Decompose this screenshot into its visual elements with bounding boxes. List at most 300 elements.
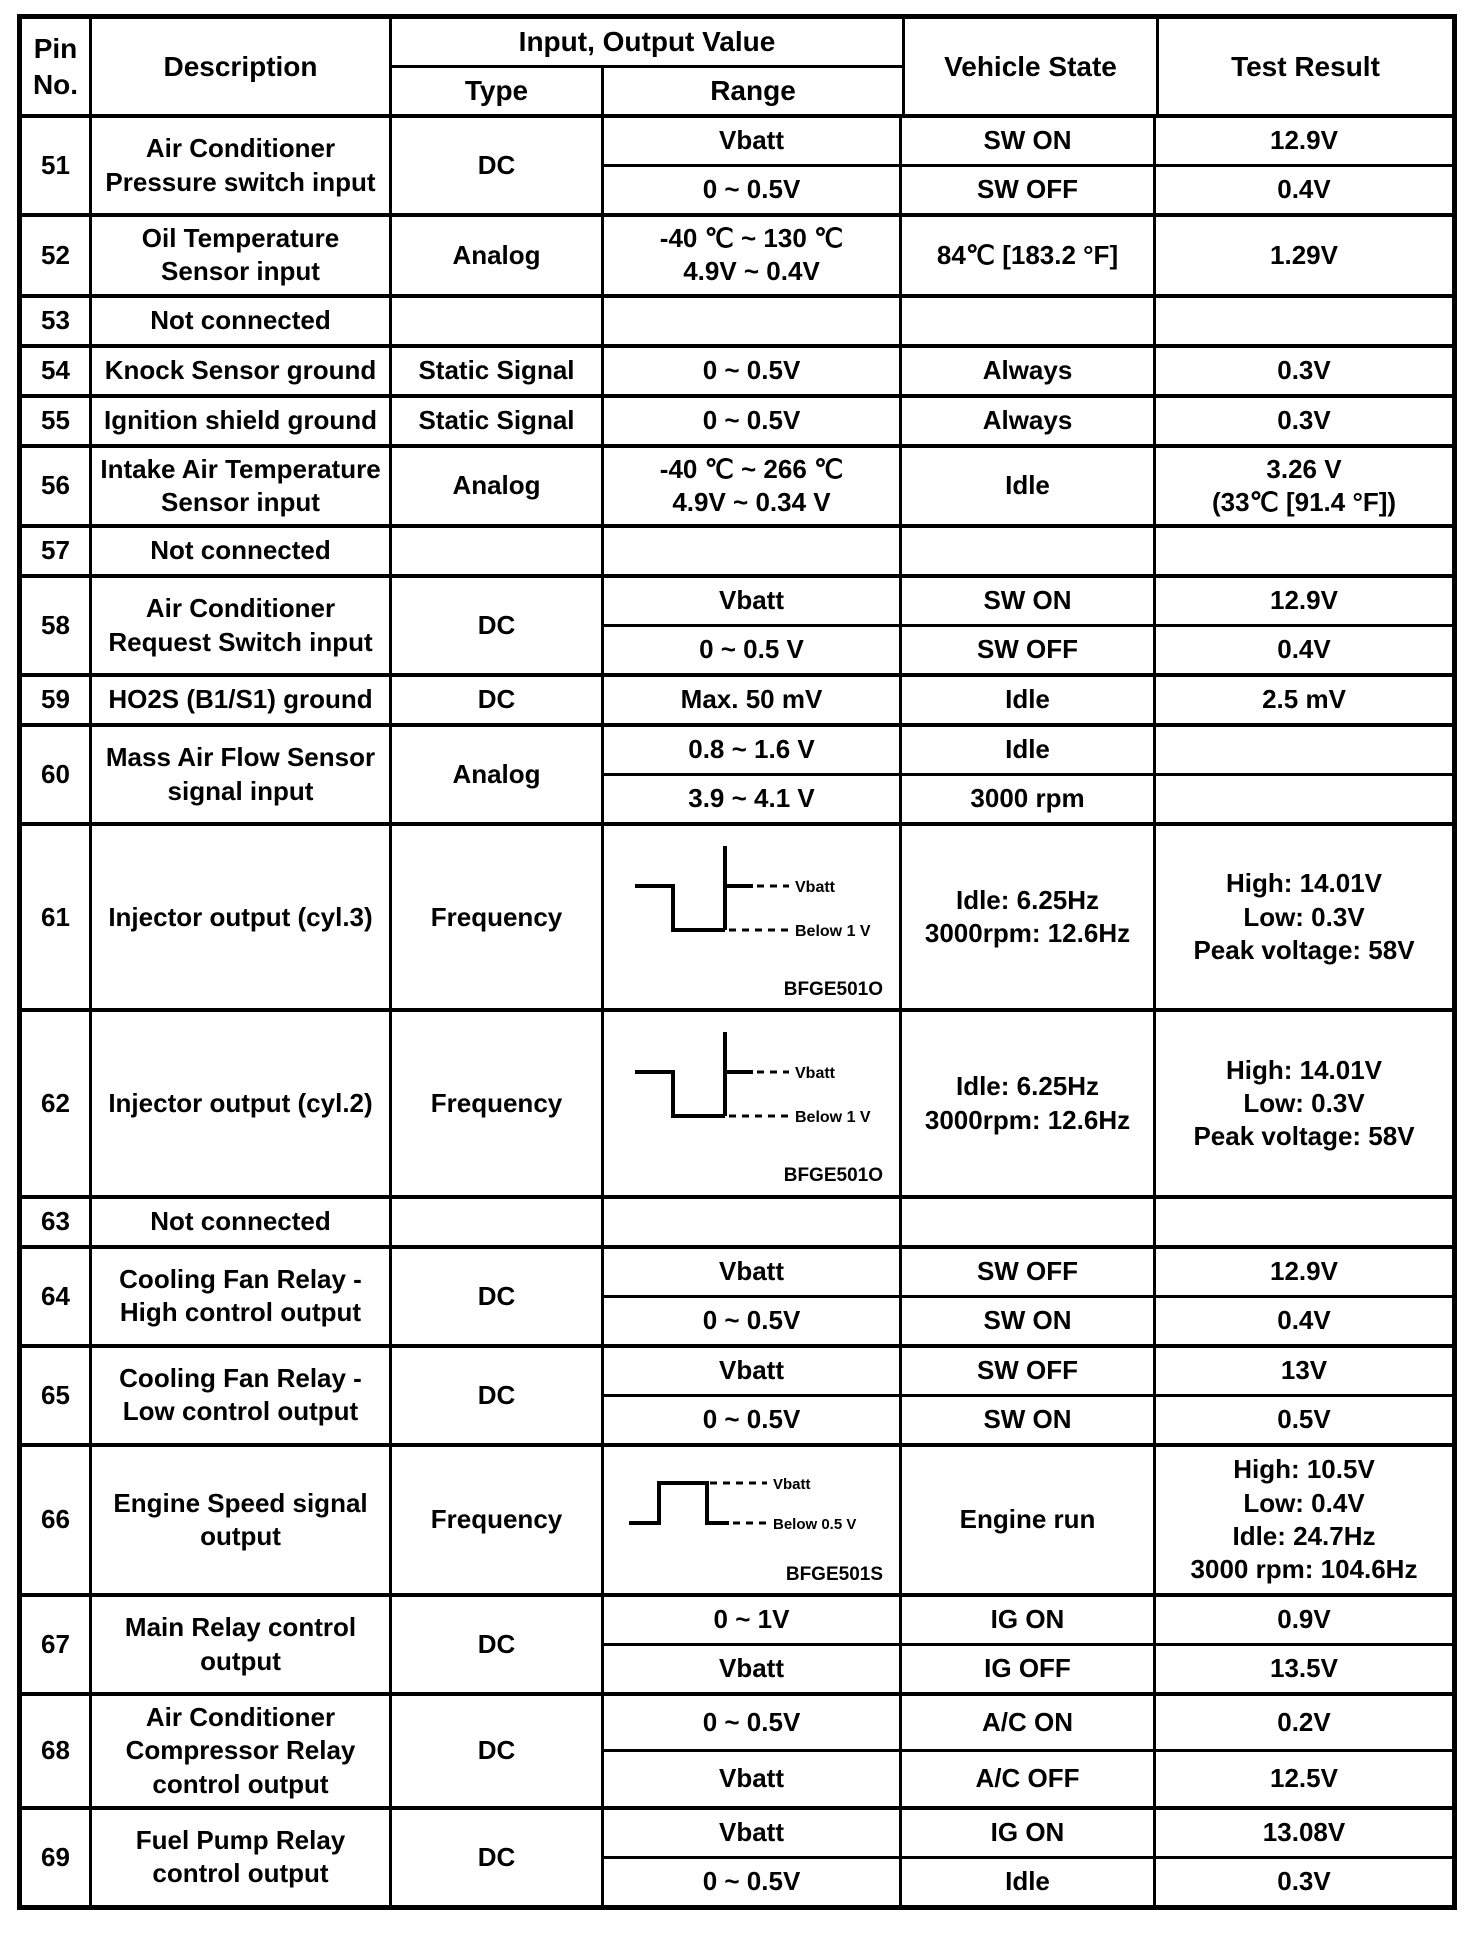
pin-cell <box>22 398 92 444</box>
text-line: 1.29V <box>1270 239 1338 270</box>
text-line: 0 ~ 0.5V <box>702 174 801 205</box>
range-cell <box>604 776 902 822</box>
vehicle-state-cell <box>902 826 1156 1008</box>
table-row <box>22 294 1452 344</box>
row-subrows <box>604 398 1452 444</box>
range-cell <box>604 1752 902 1805</box>
text-line: Frequency <box>430 901 563 932</box>
text-line: 3000rpm: 12.6Hz <box>924 918 1131 949</box>
sub-row <box>604 348 1452 394</box>
text-line: High control output <box>119 1297 362 1328</box>
type-cell <box>392 528 604 574</box>
vehicle-state-cell <box>902 398 1156 444</box>
row-subrows <box>604 578 1452 673</box>
pin-number: 62 <box>41 1087 70 1118</box>
test-result-cell <box>1156 348 1452 394</box>
description-cell <box>92 1199 392 1245</box>
waveform-caption: BFGE501O <box>783 979 883 1001</box>
description-cell <box>92 298 392 344</box>
text-line: Analog <box>452 470 541 501</box>
text-line: 13.5V <box>1270 1653 1338 1684</box>
test-result-cell <box>1156 1249 1452 1295</box>
text-line: 0.4V <box>1277 1305 1331 1336</box>
text-line: DC <box>477 149 516 180</box>
pin-number: 53 <box>41 304 70 335</box>
text-line: Main Relay control <box>124 1612 357 1643</box>
vbatt-level-label: Vbatt <box>794 1065 835 1083</box>
text-line: 0.3V <box>1277 1866 1331 1897</box>
description-cell <box>92 348 392 394</box>
header-range <box>604 68 902 114</box>
vehicle-state-cell <box>902 348 1156 394</box>
pin-cell <box>22 1597 92 1692</box>
text-line: Static Signal <box>418 354 575 385</box>
text-line: 0.8 ~ 1.6 V <box>688 734 815 765</box>
low-level-label: Below 1 V <box>794 923 871 941</box>
range-cell <box>604 298 902 344</box>
pin-number: 65 <box>41 1379 70 1410</box>
text-line: Air Conditioner <box>145 133 336 164</box>
text-line: Compressor Relay <box>125 1735 356 1766</box>
text-line: 0.2V <box>1277 1707 1331 1738</box>
type-cell <box>392 118 604 213</box>
type-cell <box>392 398 604 444</box>
test-result-cell <box>1156 1012 1452 1194</box>
pin-number: 56 <box>41 470 70 501</box>
text-line: High: 10.5V <box>1233 1454 1375 1485</box>
text-line: 0.5V <box>1277 1404 1331 1435</box>
test-result-cell <box>1156 448 1452 525</box>
description-cell <box>92 1696 392 1806</box>
row-subrows <box>604 1348 1452 1443</box>
text-line: Vbatt <box>719 1653 784 1684</box>
sub-row <box>604 624 1452 673</box>
text-line: SW OFF <box>976 174 1079 205</box>
text-line: DC <box>477 609 516 640</box>
type-cell <box>392 1447 604 1593</box>
type-cell <box>392 677 604 723</box>
square-pulse-waveform-icon <box>607 1459 897 1551</box>
pin-cell <box>22 217 92 294</box>
test-result-cell <box>1156 1597 1452 1643</box>
sub-row <box>604 677 1452 723</box>
sub-row <box>604 298 1452 344</box>
text-line: 3.26 V <box>1266 453 1342 484</box>
sub-row <box>604 1749 1452 1805</box>
description-cell <box>92 578 392 673</box>
range-cell <box>604 727 902 773</box>
vehicle-state-cell <box>902 627 1156 673</box>
text-line: 12.9V <box>1270 1256 1338 1287</box>
test-result-cell <box>1156 398 1452 444</box>
text-line: 84℃ [183.2 °F] <box>936 239 1119 270</box>
range-cell <box>604 167 902 213</box>
text-line: (33℃ [91.4 °F]) <box>1211 486 1397 517</box>
text-line: Description <box>163 50 318 82</box>
table-row <box>22 344 1452 394</box>
text-line: signal input <box>167 775 314 806</box>
description-cell <box>92 528 392 574</box>
text-line: 0 ~ 0.5V <box>702 1707 801 1738</box>
text-line: Vbatt <box>719 585 784 616</box>
range-cell <box>604 1447 902 1593</box>
row-subrows <box>604 528 1452 574</box>
text-line: 0.4V <box>1277 174 1331 205</box>
text-line: 0 ~ 0.5V <box>702 1305 801 1336</box>
text-line: IG ON <box>990 1604 1065 1635</box>
sub-row <box>604 578 1452 624</box>
text-line: 12.9V <box>1270 125 1338 156</box>
text-line: SW ON <box>983 1404 1072 1435</box>
pin-number: 59 <box>41 684 70 715</box>
type-cell <box>392 348 604 394</box>
text-line: Static Signal <box>418 404 575 435</box>
test-result-cell <box>1156 826 1452 1008</box>
description-cell <box>92 1249 392 1344</box>
table-row <box>22 1344 1452 1443</box>
text-line: Cooling Fan Relay - <box>119 1263 362 1294</box>
pin-number: 57 <box>41 535 70 566</box>
text-line: Cooling Fan Relay - <box>119 1362 362 1393</box>
pin-number: 61 <box>41 901 70 932</box>
range-cell <box>604 217 902 294</box>
test-result-cell <box>1156 1646 1452 1692</box>
text-line: Ignition shield ground <box>104 404 377 435</box>
text-line: 4.9V ~ 0.4V <box>683 256 820 287</box>
pin-number: 51 <box>41 149 70 180</box>
text-line: -40 ℃ ~ 130 ℃ <box>659 223 844 253</box>
text-line: Vbatt <box>719 1763 784 1794</box>
table-row <box>22 524 1452 574</box>
sub-row <box>604 1696 1452 1749</box>
range-cell <box>604 448 902 525</box>
sub-row <box>604 1012 1452 1194</box>
test-result-cell <box>1156 167 1452 213</box>
row-subrows <box>604 1447 1452 1593</box>
type-cell <box>392 217 604 294</box>
text-line: Air Conditioner <box>145 1702 336 1732</box>
test-result-cell <box>1156 1752 1452 1805</box>
pin-cell <box>22 1348 92 1443</box>
text-line: Engine run <box>959 1504 1096 1535</box>
header-io-value <box>392 19 902 68</box>
type-cell <box>392 1810 604 1905</box>
row-subrows <box>604 448 1452 525</box>
text-line: Frequency <box>430 1087 563 1118</box>
type-cell <box>392 298 604 344</box>
table-row <box>22 213 1452 294</box>
text-line: DC <box>477 684 516 715</box>
sub-row <box>604 164 1452 213</box>
text-line: Pressure switch input <box>105 166 376 197</box>
description-cell <box>92 677 392 723</box>
text-line: 0 ~ 1V <box>713 1604 790 1635</box>
pin-cell <box>22 727 92 822</box>
text-line: DC <box>477 1735 516 1766</box>
text-line: Mass Air Flow Sensor <box>105 742 376 773</box>
text-line: DC <box>477 1280 516 1311</box>
sub-row <box>604 1199 1452 1245</box>
text-line: No. <box>32 68 79 100</box>
low-level-label: Below 1 V <box>794 1109 871 1127</box>
text-line: Always <box>982 404 1073 435</box>
range-cell <box>604 1249 902 1295</box>
type-cell <box>392 448 604 525</box>
pin-number: 68 <box>41 1735 70 1766</box>
text-line: Vbatt <box>719 125 784 156</box>
pin-cell <box>22 118 92 213</box>
text-line: Engine Speed signal <box>113 1487 368 1518</box>
text-line: Vbatt <box>719 1256 784 1287</box>
injector-waveform-icon <box>607 838 897 966</box>
text-line: Air Conditioner <box>145 593 336 624</box>
text-line: Sensor input <box>161 256 320 287</box>
pin-cell <box>22 1199 92 1245</box>
text-line: Frequency <box>430 1504 563 1535</box>
vehicle-state-cell <box>902 1597 1156 1643</box>
test-result-cell <box>1156 578 1452 624</box>
text-line: 0.3V <box>1277 404 1331 435</box>
sub-row <box>604 727 1452 773</box>
text-line: Peak voltage: 58V <box>1193 1121 1415 1152</box>
text-line: High: 14.01V <box>1225 1054 1383 1085</box>
test-result-cell <box>1156 677 1452 723</box>
vehicle-state-cell <box>902 1752 1156 1805</box>
header-pin-no <box>22 19 92 114</box>
pin-number: 54 <box>41 354 70 385</box>
text-line: 0.3V <box>1277 354 1331 385</box>
pin-cell <box>22 1810 92 1905</box>
text-line: Injector output (cyl.2) <box>108 1087 373 1118</box>
text-line: Input, Output Value <box>518 26 776 57</box>
range-cell <box>604 1810 902 1856</box>
text-line: Sensor input <box>161 486 320 517</box>
text-line: Low: 0.3V <box>1243 901 1365 932</box>
vehicle-state-cell <box>902 448 1156 525</box>
description-cell <box>92 118 392 213</box>
header-type <box>392 68 604 114</box>
vbatt-level-label: Vbatt <box>772 1475 810 1493</box>
row-subrows <box>604 1597 1452 1692</box>
description-cell <box>92 1810 392 1905</box>
row-subrows <box>604 677 1452 723</box>
text-line: Request Switch input <box>108 626 373 657</box>
text-line: Not connected <box>150 304 331 335</box>
text-line: Range <box>710 75 796 107</box>
range-cell <box>604 1199 902 1245</box>
pin-cell <box>22 578 92 673</box>
text-line: Vbatt <box>719 1355 784 1386</box>
table-row <box>22 444 1452 525</box>
row-subrows <box>604 1696 1452 1806</box>
vehicle-state-cell <box>902 1696 1156 1749</box>
table-row <box>22 1195 1452 1245</box>
type-cell <box>392 1696 604 1806</box>
vehicle-state-cell <box>902 1859 1156 1905</box>
low-level-label: Below 0.5 V <box>772 1515 856 1533</box>
text-line: Injector output (cyl.3) <box>108 901 373 932</box>
text-line: 13.08V <box>1262 1817 1346 1848</box>
text-line: Knock Sensor ground <box>104 354 377 385</box>
text-line: 4.9V ~ 0.34 V <box>672 486 831 517</box>
description-cell <box>92 1597 392 1692</box>
test-result-cell <box>1156 528 1452 574</box>
range-cell <box>604 1859 902 1905</box>
vehicle-state-cell <box>902 217 1156 294</box>
sub-row <box>604 118 1452 164</box>
sub-row <box>604 1856 1452 1905</box>
range-cell <box>604 677 902 723</box>
text-line: 3000 rpm: 104.6Hz <box>1190 1554 1418 1585</box>
sub-row <box>604 448 1452 525</box>
range-cell <box>604 1646 902 1692</box>
pin-number: 58 <box>41 609 70 640</box>
pin-cell <box>22 1447 92 1593</box>
test-result-cell <box>1156 727 1452 773</box>
vehicle-state-cell <box>902 118 1156 164</box>
vbatt-level-label: Vbatt <box>794 879 835 897</box>
row-subrows <box>604 118 1452 213</box>
text-line: Peak voltage: 58V <box>1193 934 1415 965</box>
text-line: 0 ~ 0.5V <box>702 1404 801 1435</box>
pin-cell <box>22 677 92 723</box>
text-line: output <box>200 1520 281 1551</box>
text-line: control output <box>152 1768 329 1799</box>
sub-row <box>604 1249 1452 1295</box>
table-header-row <box>22 19 1452 114</box>
text-line: Idle <box>1005 734 1050 765</box>
text-line: 0 ~ 0.5V <box>702 354 801 385</box>
vehicle-state-cell <box>902 1012 1156 1194</box>
text-line: Oil Temperature <box>141 223 340 253</box>
sub-row <box>604 528 1452 574</box>
header-io-value-group <box>392 19 905 114</box>
text-line: 12.5V <box>1270 1763 1338 1794</box>
test-result-cell <box>1156 1696 1452 1749</box>
text-line: SW ON <box>983 125 1072 156</box>
text-line: 12.9V <box>1270 585 1338 616</box>
text-line: Analog <box>452 239 541 270</box>
text-line: 0 ~ 0.5V <box>702 1866 801 1897</box>
test-result-cell <box>1156 298 1452 344</box>
text-line: SW ON <box>983 585 1072 616</box>
sub-row <box>604 1447 1452 1593</box>
text-line: Not connected <box>150 535 331 566</box>
sub-row <box>604 826 1452 1008</box>
pin-cell <box>22 1012 92 1194</box>
pin-cell <box>22 826 92 1008</box>
vehicle-state-cell <box>902 1810 1156 1856</box>
header-test-result <box>1159 19 1452 114</box>
vehicle-state-cell <box>902 1447 1156 1593</box>
text-line: Idle: 24.7Hz <box>1232 1520 1376 1551</box>
row-subrows <box>604 727 1452 822</box>
text-line: 0.4V <box>1277 634 1331 665</box>
test-result-cell <box>1156 1447 1452 1593</box>
sub-row <box>604 1394 1452 1443</box>
waveform-caption: BFGE501O <box>783 1165 883 1187</box>
pin-number: 63 <box>41 1206 70 1237</box>
text-line: SW ON <box>983 1305 1072 1336</box>
description-cell <box>92 826 392 1008</box>
text-line: 0.9V <box>1277 1604 1331 1635</box>
pin-number: 67 <box>41 1628 70 1659</box>
range-cell <box>604 1298 902 1344</box>
header-io-subrow <box>392 68 902 114</box>
range-cell <box>604 578 902 624</box>
range-cell <box>604 398 902 444</box>
text-line: Low: 0.3V <box>1243 1087 1365 1118</box>
text-line: Not connected <box>150 1206 331 1237</box>
table-row <box>22 114 1452 213</box>
description-cell <box>92 1012 392 1194</box>
text-line: Low: 0.4V <box>1243 1487 1365 1518</box>
text-line: Max. 50 mV <box>680 684 823 715</box>
range-cell <box>604 118 902 164</box>
sub-row <box>604 1810 1452 1856</box>
text-line: Type <box>464 75 529 107</box>
text-line: Fuel Pump Relay <box>135 1825 346 1856</box>
sub-row <box>604 398 1452 444</box>
description-cell <box>92 1348 392 1443</box>
pin-cell <box>22 448 92 525</box>
type-cell <box>392 1348 604 1443</box>
row-subrows <box>604 1012 1452 1194</box>
text-line: 3.9 ~ 4.1 V <box>688 783 815 814</box>
range-cell <box>604 1348 902 1394</box>
sub-row <box>604 1643 1452 1692</box>
text-line: SW OFF <box>976 634 1079 665</box>
vehicle-state-cell <box>902 1298 1156 1344</box>
text-line: SW OFF <box>976 1256 1079 1287</box>
text-line: Idle <box>1005 684 1050 715</box>
row-subrows <box>604 1810 1452 1905</box>
type-cell <box>392 1012 604 1194</box>
table-row <box>22 723 1452 822</box>
text-line: HO2S (B1/S1) ground <box>108 684 373 715</box>
table-row <box>22 1245 1452 1344</box>
ecu-pin-table <box>17 14 1457 1910</box>
pin-cell <box>22 298 92 344</box>
text-line: Idle <box>1005 470 1050 501</box>
table-row <box>22 1692 1452 1806</box>
test-result-cell <box>1156 776 1452 822</box>
pin-cell <box>22 1696 92 1806</box>
text-line: -40 ℃ ~ 266 ℃ <box>659 453 844 484</box>
range-cell <box>604 826 902 1008</box>
type-cell <box>392 826 604 1008</box>
header-vehicle-state <box>905 19 1159 114</box>
text-line: 0 ~ 0.5V <box>702 404 801 435</box>
vehicle-state-cell <box>902 578 1156 624</box>
row-subrows <box>604 826 1452 1008</box>
row-subrows <box>604 217 1452 294</box>
table-row <box>22 673 1452 723</box>
test-result-cell <box>1156 1298 1452 1344</box>
table-row <box>22 394 1452 444</box>
vehicle-state-cell <box>902 1397 1156 1443</box>
table-row <box>22 1806 1452 1905</box>
range-cell <box>604 1397 902 1443</box>
table-row <box>22 574 1452 673</box>
vehicle-state-cell <box>902 528 1156 574</box>
pin-number: 66 <box>41 1504 70 1535</box>
description-cell <box>92 448 392 525</box>
text-line: DC <box>477 1841 516 1872</box>
text-line: IG OFF <box>984 1653 1071 1684</box>
range-cell <box>604 528 902 574</box>
pin-cell <box>22 348 92 394</box>
